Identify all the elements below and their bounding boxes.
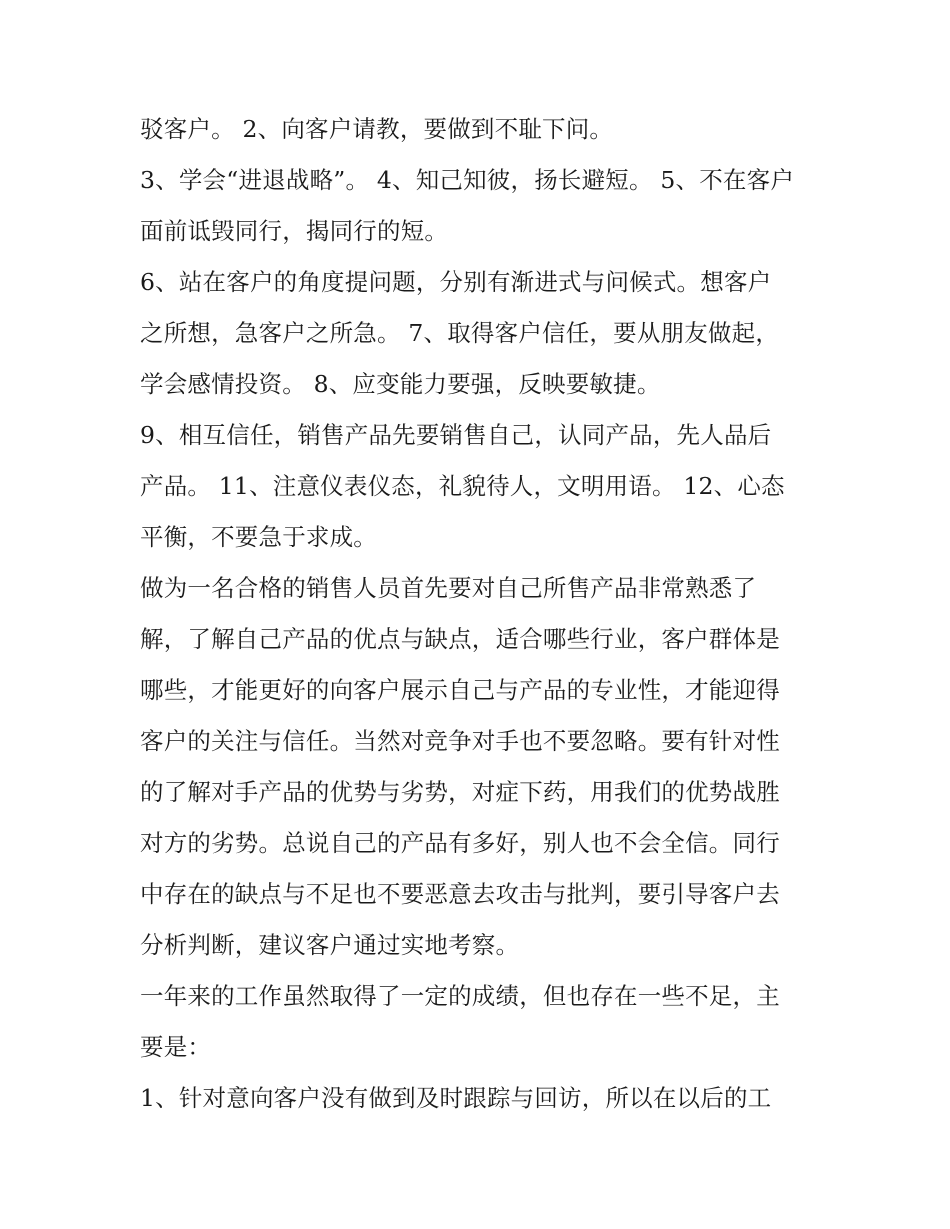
document-body bbox=[140, 104, 820, 1124]
text-line: 分析判断，建议客户通过实地考察。 bbox=[140, 931, 520, 959]
text-line: 中存在的缺点与不足也不要恶意去攻击与批判，要引导客户去 bbox=[140, 880, 780, 908]
text-line: 3、学会“进退战略”。 4、知己知彼，扬长避短。 5、不在客户 bbox=[140, 166, 795, 194]
text-line: 要是： bbox=[140, 1033, 212, 1061]
text-line: 的了解对手产品的优势与劣势，对症下药，用我们的优势战胜 bbox=[140, 778, 780, 806]
text-line: 做为一名合格的销售人员首先要对自己所售产品非常熟悉了 bbox=[140, 574, 757, 602]
text-line: 产品。 11、注意仪表仪态，礼貌待人，文明用语。 12、心态 bbox=[140, 472, 785, 500]
text-line: 哪些，才能更好的向客户展示自己与产品的专业性，才能迎得 bbox=[140, 676, 780, 704]
text-line: 客户的关注与信任。当然对竞争对手也不要忽略。要有针对性 bbox=[140, 727, 780, 755]
text-line: 驳客户。 2、向客户请教，要做到不耻下问。 bbox=[140, 115, 614, 143]
paragraph-mutual-trust bbox=[140, 410, 820, 563]
text-line: 9、相互信任，销售产品先要销售自己，认同产品，先人品后 bbox=[140, 421, 772, 449]
paragraph-customer-perspective bbox=[140, 257, 820, 410]
text-line: 对方的劣势。总说自己的产品有多好，别人也不会全信。同行 bbox=[140, 829, 780, 857]
paragraph-shortcomings bbox=[140, 971, 820, 1073]
text-line: 平衡，不要急于求成。 bbox=[140, 523, 377, 551]
text-line: 6、站在客户的角度提问题，分别有渐进式与问候式。想客户 bbox=[140, 268, 772, 296]
text-line: 一年来的工作虽然取得了一定的成绩，但也存在一些不足，主 bbox=[140, 982, 780, 1010]
paragraph-product-knowledge bbox=[140, 563, 820, 971]
paragraph-strategy bbox=[140, 155, 820, 257]
text-line: 学会感情投资。 8、应变能力要强，反映要敏捷。 bbox=[140, 370, 661, 398]
text-line: 1、针对意向客户没有做到及时跟踪与回访，所以在以后的工 bbox=[140, 1084, 772, 1112]
text-line: 面前诋毁同行，揭同行的短。 bbox=[140, 217, 449, 245]
paragraph-ask-customer bbox=[140, 104, 820, 155]
paragraph-follow-up bbox=[140, 1073, 820, 1124]
text-line: 解，了解自己产品的优点与缺点，适合哪些行业，客户群体是 bbox=[140, 625, 780, 653]
text-line: 之所想，急客户之所急。 7、取得客户信任，要从朋友做起， bbox=[140, 319, 780, 347]
